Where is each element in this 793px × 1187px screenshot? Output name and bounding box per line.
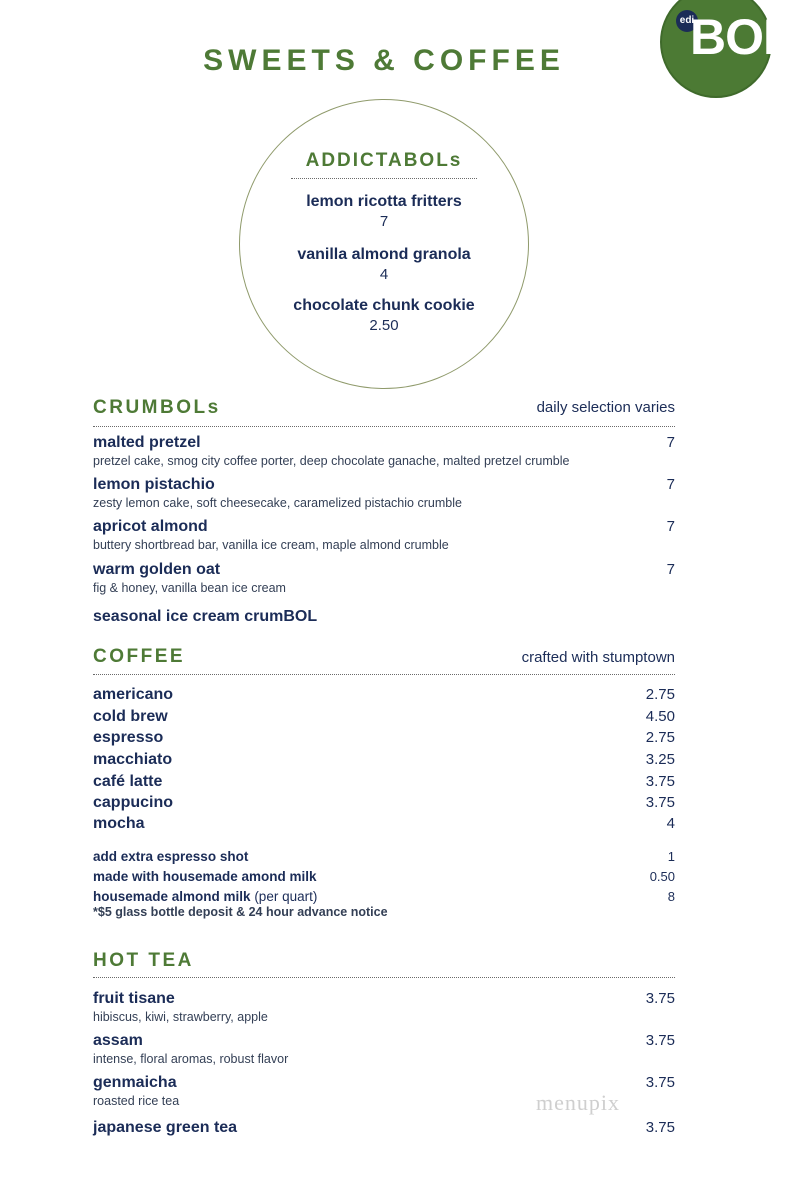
item-price: 2.75 [645,686,675,703]
item-name: warm golden oat [93,561,221,578]
coffee-note: crafted with stumptown [521,649,675,666]
menu-item [93,686,675,704]
item-price: 4 [379,266,389,283]
logo-big-text: BOL [690,9,793,65]
item-name: macchiato [93,751,173,768]
item-price: 7 [666,434,675,451]
menu-item [93,518,675,552]
item-name: café latte [93,773,163,790]
menu-item [93,561,675,595]
addictabols-item [240,297,528,334]
item-price: 3.75 [645,794,675,811]
item-name: cappucino [93,794,174,811]
logo-small-text: edi [676,10,698,32]
page-title: SWEETS & COFFEE [203,44,565,77]
item-price: 7 [666,476,675,493]
item-price: 4 [666,815,675,832]
item-price: 7 [666,518,675,535]
item-name: apricot almond [93,518,208,535]
item-price: 3.75 [645,990,675,1007]
extra-note: *$5 glass bottle deposit & 24 hour advance notice [93,905,388,919]
menu-item [93,729,675,747]
addictabols-item [240,246,528,283]
item-name: lemon ricotta fritters [306,193,462,210]
menu-item [93,1032,675,1066]
menu-item [93,1119,675,1137]
menu-item [93,990,675,1024]
item-name: seasonal ice cream crumBOL [93,608,318,625]
crumbols-divider [93,426,675,427]
item-price: 3.75 [645,773,675,790]
coffee-extra [93,889,675,919]
menu-item [93,434,675,468]
menu-item [93,773,675,791]
extra-name: add extra espresso shot [93,849,249,864]
item-price: 7 [666,561,675,578]
item-price: 2.75 [645,729,675,746]
addictabols-divider [291,178,477,179]
menu-item [93,794,675,812]
extra-name [93,889,675,904]
menu-item [93,751,675,769]
item-description: fig & honey, vanilla bean ice cream [93,581,286,595]
item-price: 3.75 [645,1119,675,1136]
item-name: espresso [93,729,164,746]
item-description: intense, floral aromas, robust flavor [93,1052,289,1066]
coffee-extra [93,869,675,884]
addictabols-title: ADDICTABOLs [305,150,463,171]
item-name: assam [93,1032,143,1049]
item-price: 3.75 [645,1074,675,1091]
menu-item [93,815,675,833]
item-name: lemon pistachio [93,476,215,493]
extra-price: 8 [667,889,675,904]
item-description: buttery shortbread bar, vanilla ice cream, maple almond crumble [93,538,449,552]
hot-tea-divider [93,977,675,978]
menu-item [93,708,675,726]
item-description: hibiscus, kiwi, strawberry, apple [93,1010,268,1024]
item-price: 3.75 [645,1032,675,1049]
addictabols-circle [239,99,529,389]
extra-qualifier: (per quart) [254,889,318,904]
coffee-extra [93,849,675,864]
item-name: cold brew [93,708,168,725]
menu-item [93,608,675,626]
extra-name-text: housemade almond milk [93,889,251,904]
item-description: pretzel cake, smog city coffee porter, deep chocolate ganache, malted pretzel crumble [93,454,570,468]
item-name: vanilla almond granola [297,246,471,263]
item-name: chocolate chunk cookie [293,297,475,314]
crumbols-title: CRUMBOLs [93,397,221,418]
item-name: americano [93,686,174,703]
menu-item [93,476,675,510]
item-description: roasted rice tea [93,1094,180,1108]
item-name: fruit tisane [93,990,175,1007]
addictabols-item [240,193,528,230]
extra-price: 1 [667,849,675,864]
item-price: 2.50 [369,317,399,334]
coffee-title: COFFEE [93,646,186,667]
item-name: genmaicha [93,1074,177,1091]
hot-tea-title: HOT TEA [93,950,194,971]
item-price: 7 [379,213,389,230]
item-name: mocha [93,815,145,832]
extra-price: 0.50 [649,869,675,884]
item-price: 3.25 [645,751,675,768]
crumbols-note: daily selection varies [536,399,675,416]
item-price: 4.50 [645,708,675,725]
extra-name: made with housemade amond milk [93,869,317,884]
item-description: zesty lemon cake, soft cheesecake, caramelized pistachio crumble [93,496,462,510]
coffee-divider [93,674,675,675]
item-name: japanese green tea [93,1119,238,1136]
menupix-watermark: menupix [536,1090,620,1115]
item-name: malted pretzel [93,434,201,451]
